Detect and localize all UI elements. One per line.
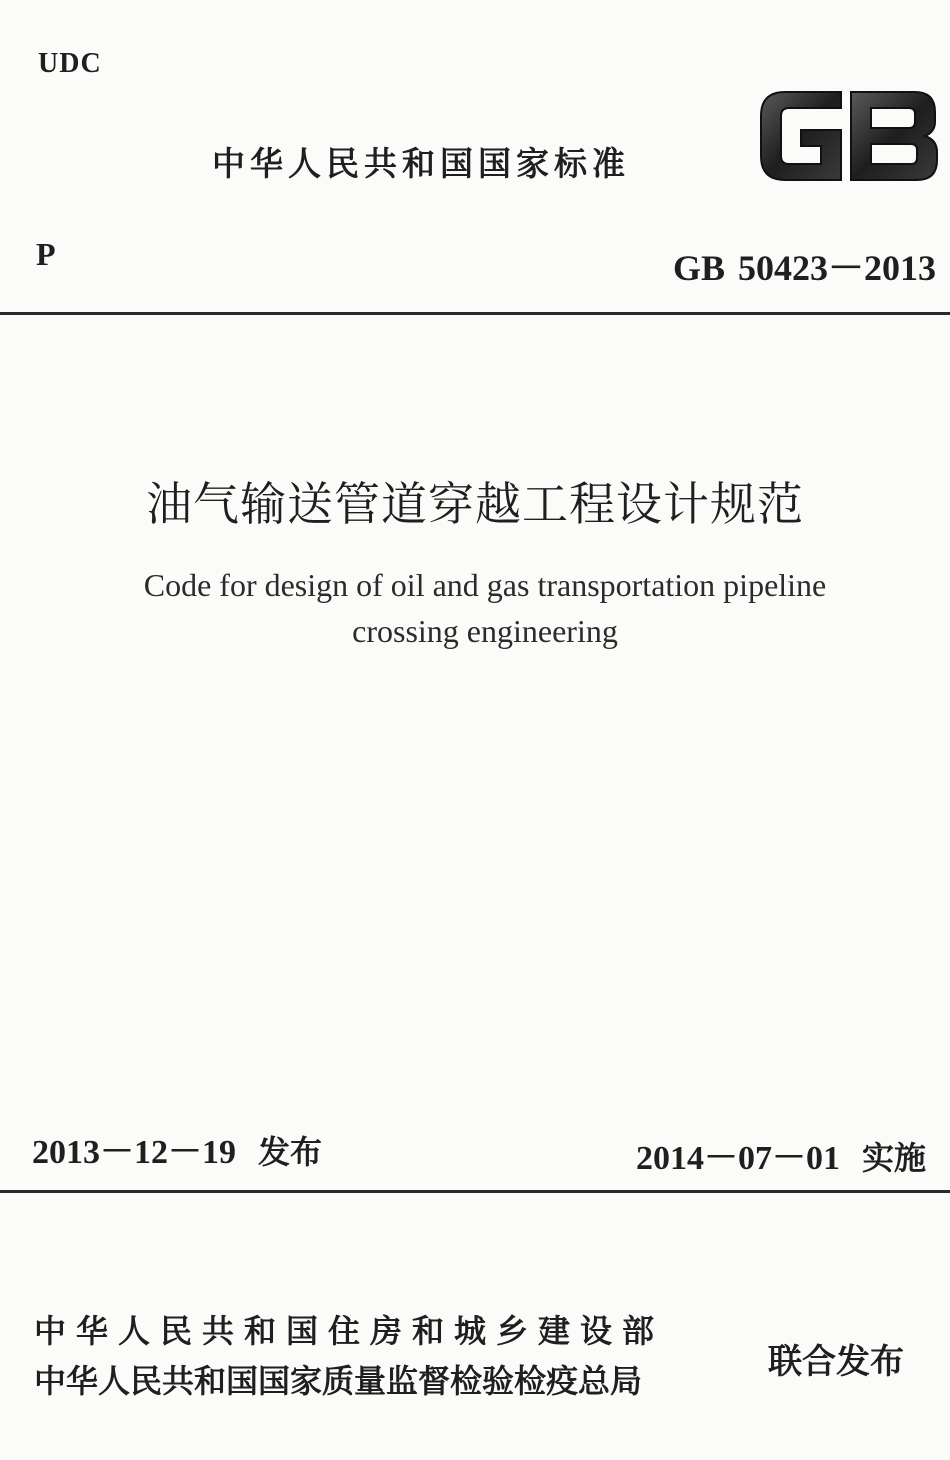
implementation-date-block xyxy=(636,1130,926,1179)
publisher-aqsiq: 中华人民共和国国家质量监督检验检疫总局 xyxy=(34,1362,643,1400)
publisher-ministry-housing: 中华人民共和国住房和城乡建设部 xyxy=(34,1312,665,1350)
document-title-chinese: 油气输送管道穿越工程设计规范 xyxy=(146,477,804,531)
title-english-line1: Code for design of oil and gas transportation pipeline xyxy=(143,567,827,603)
title-english-line2: crossing engineering xyxy=(352,613,618,649)
issue-date-block xyxy=(32,1124,322,1173)
national-standard-heading: 中华人民共和国国家标准 xyxy=(212,144,630,183)
document-title-english xyxy=(70,562,900,654)
divider-bottom xyxy=(0,1190,950,1193)
divider-top xyxy=(0,312,950,315)
implementation-date: 2014－07－01 xyxy=(635,1140,840,1177)
gb-logo xyxy=(755,86,941,186)
udc-label: UDC xyxy=(38,48,102,79)
classification-code: P xyxy=(36,236,56,272)
joint-issue-label: 联合发布 xyxy=(768,1342,904,1382)
standard-number: GB 50423－2013 xyxy=(672,248,936,288)
issue-label: 发布 xyxy=(258,1133,323,1171)
issue-date: 2013－12－19 xyxy=(32,1134,236,1171)
implementation-label: 实施 xyxy=(861,1139,926,1177)
